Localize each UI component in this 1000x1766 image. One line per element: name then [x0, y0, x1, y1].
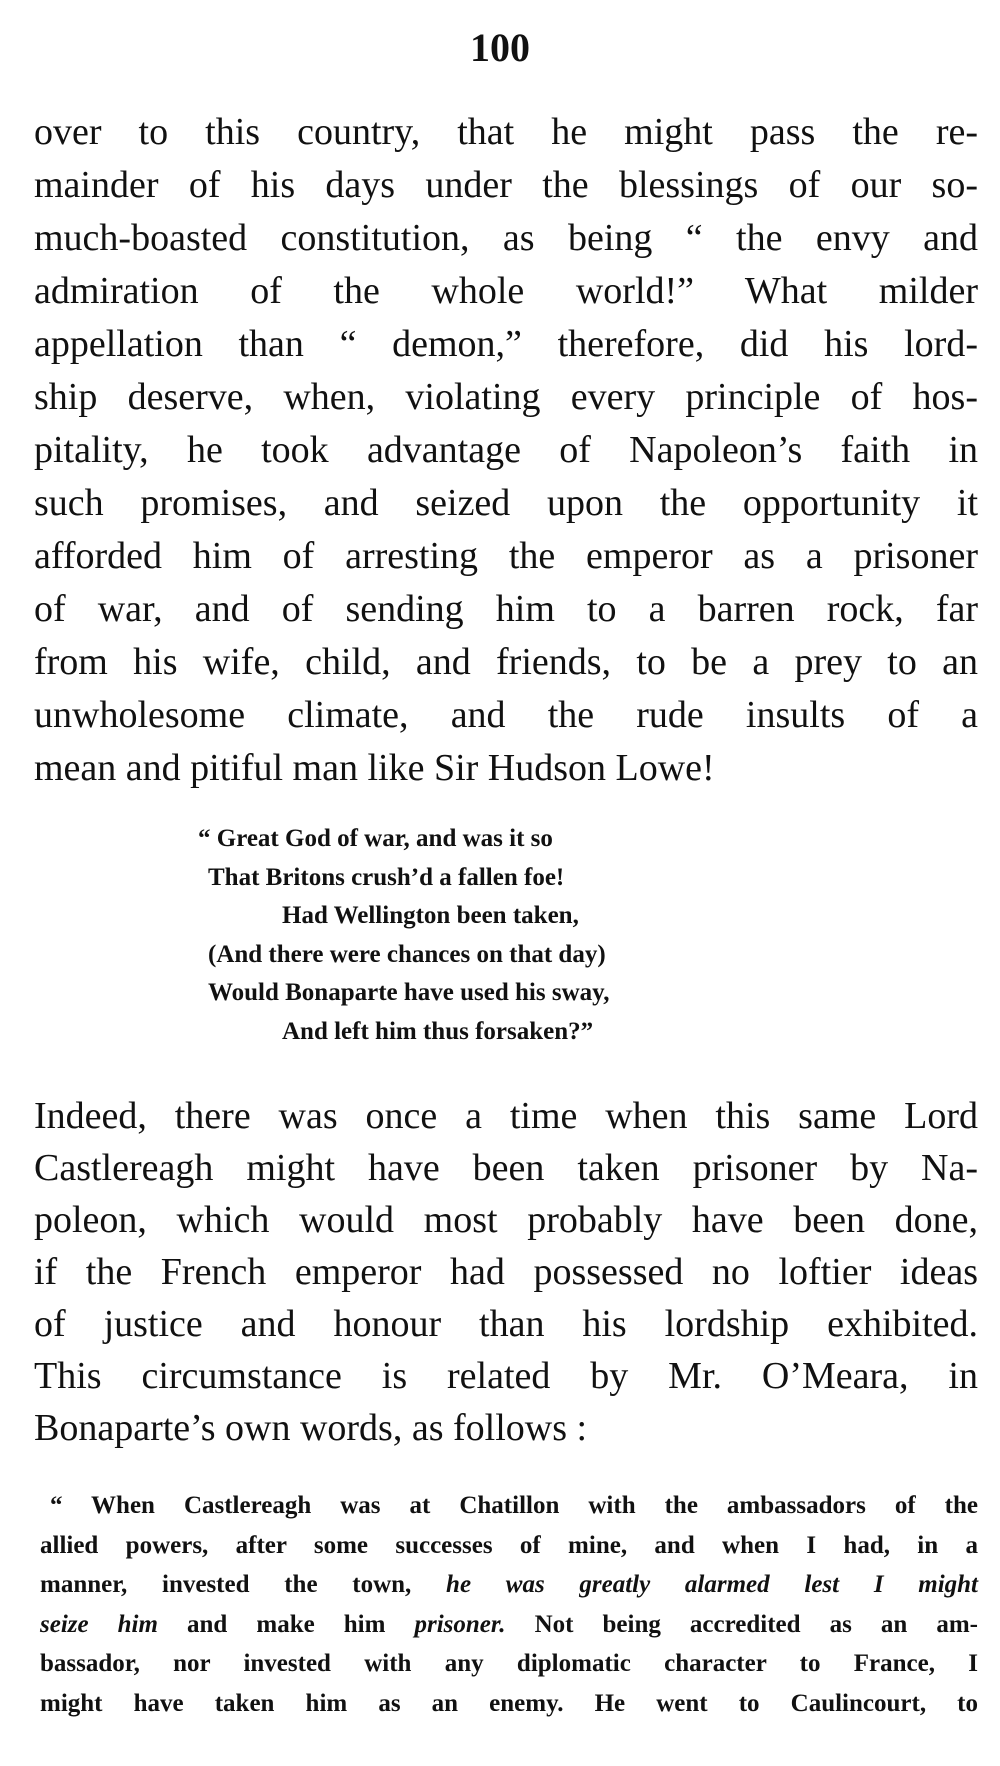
text-line: if the French emperor had possessed no loftier ideas [34, 1251, 978, 1293]
paragraph-continued [34, 106, 978, 795]
verse-line: And left him thus forsaken?” [282, 1017, 594, 1045]
text-line: unwholesome climate, and the rude insults of a [34, 694, 978, 736]
text-line: afforded him of arresting the emperor as a prisoner [34, 535, 978, 577]
text-line: mean and pitiful man like Sir Hudson Lowe! [34, 747, 715, 789]
quote-line: allied powers, after some successes of mine, and when I had, in a [40, 1531, 978, 1559]
prose-quotation [40, 1486, 978, 1723]
text-line: mainder of his days under the blessings of our so- [34, 164, 978, 206]
quote-line [40, 1565, 978, 1605]
page-number: 100 [470, 25, 530, 70]
quote-line [40, 1605, 978, 1645]
quote-line: bassador, nor invested with any diplomatic character to France, I [40, 1650, 978, 1677]
text-line: admiration of the whole world!” What milder [34, 270, 978, 312]
text-line: Castlereagh might have been taken prisoner by Na- [34, 1147, 978, 1189]
quote-line: might have taken him as an enemy. He went to Caulincourt, to [40, 1689, 978, 1717]
quote-line: “ When Castlereagh was at Chatillon with the ambassadors of the [50, 1492, 978, 1519]
quote-text: manner, invested the town, [40, 1571, 447, 1598]
quote-text: Not being accredited as an am- [505, 1610, 978, 1638]
verse-line: (And there were chances on that day) [208, 940, 606, 968]
verse-line: Had Wellington been taken, [282, 902, 579, 929]
italic-text: he was greatly alarmed lest I might [446, 1571, 979, 1598]
text-line: over to this country, that he might pass the re- [34, 111, 978, 153]
text-line: such promises, and seized upon the opportunity it [34, 482, 978, 524]
verse-line: Would Bonaparte have used his sway, [208, 979, 610, 1006]
verse-quotation [198, 820, 758, 1051]
italic-text: prisoner. [414, 1610, 506, 1638]
text-line: This circumstance is related by Mr. O’Meara, in [34, 1355, 978, 1397]
text-line: pitality, he took advantage of Napoleon’s faith in [34, 429, 978, 471]
text-line: from his wife, child, and friends, to be a prey to an [34, 641, 978, 683]
paragraph [34, 1090, 978, 1454]
text-line: Indeed, there was once a time when this same Lord [34, 1095, 978, 1137]
text-line: ship deserve, when, violating every principle of hos- [34, 376, 978, 418]
text-line: much-boasted constitution, as being “ the envy and [34, 217, 978, 259]
quote-text: and make him [157, 1610, 415, 1638]
text-line: Bonaparte’s own words, as follows : [34, 1407, 588, 1449]
text-line: of war, and of sending him to a barren rock, far [34, 588, 978, 630]
text-line: appellation than “ demon,” therefore, did his lord- [34, 323, 978, 365]
italic-text: seize him [40, 1610, 158, 1638]
text-line: poleon, which would most probably have been done, [34, 1199, 978, 1241]
verse-line: “ Great God of war, and was it so [198, 825, 553, 852]
text-line: of justice and honour than his lordship exhibited. [34, 1303, 978, 1345]
verse-line: That Britons crush’d a fallen foe! [208, 863, 565, 891]
